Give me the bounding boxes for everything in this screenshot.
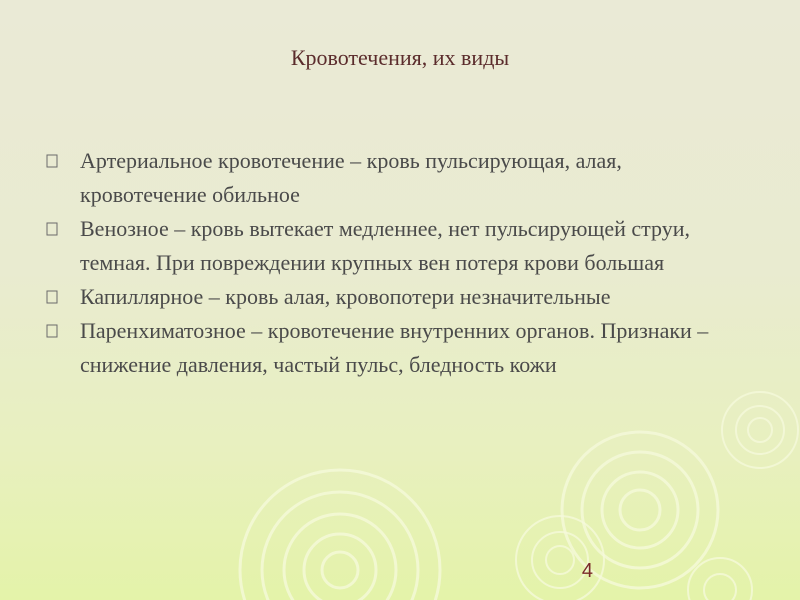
hollow-square-bullet-icon	[46, 290, 58, 304]
bullet-item	[46, 144, 746, 212]
bullet-text: Артериальное кровотечение – кровь пульсирующая, алая, кровотечение обильное	[80, 148, 622, 207]
hollow-square-bullet-icon	[46, 154, 58, 168]
bullet-text: Паренхиматозное – кровотечение внутренних органов. Признаки – снижение давления, частый пульс, бледность кожи	[80, 318, 709, 377]
slide-title: Кровотечения, их виды	[290, 45, 510, 70]
bullet-item	[46, 314, 746, 382]
bullet-item	[46, 212, 746, 280]
bullet-text: Венозное – кровь вытекает медленнее, нет пульсирующей струи, темная. При повреждении крупных вен потеря крови большая	[80, 216, 691, 275]
bullet-list	[46, 144, 746, 382]
bullet-item	[46, 280, 746, 314]
page-number: 4	[581, 560, 593, 582]
hollow-square-bullet-icon	[46, 324, 58, 338]
hollow-square-bullet-icon	[46, 222, 58, 236]
bullet-text: Капиллярное – кровь алая, кровопотери незначительные	[80, 284, 611, 309]
